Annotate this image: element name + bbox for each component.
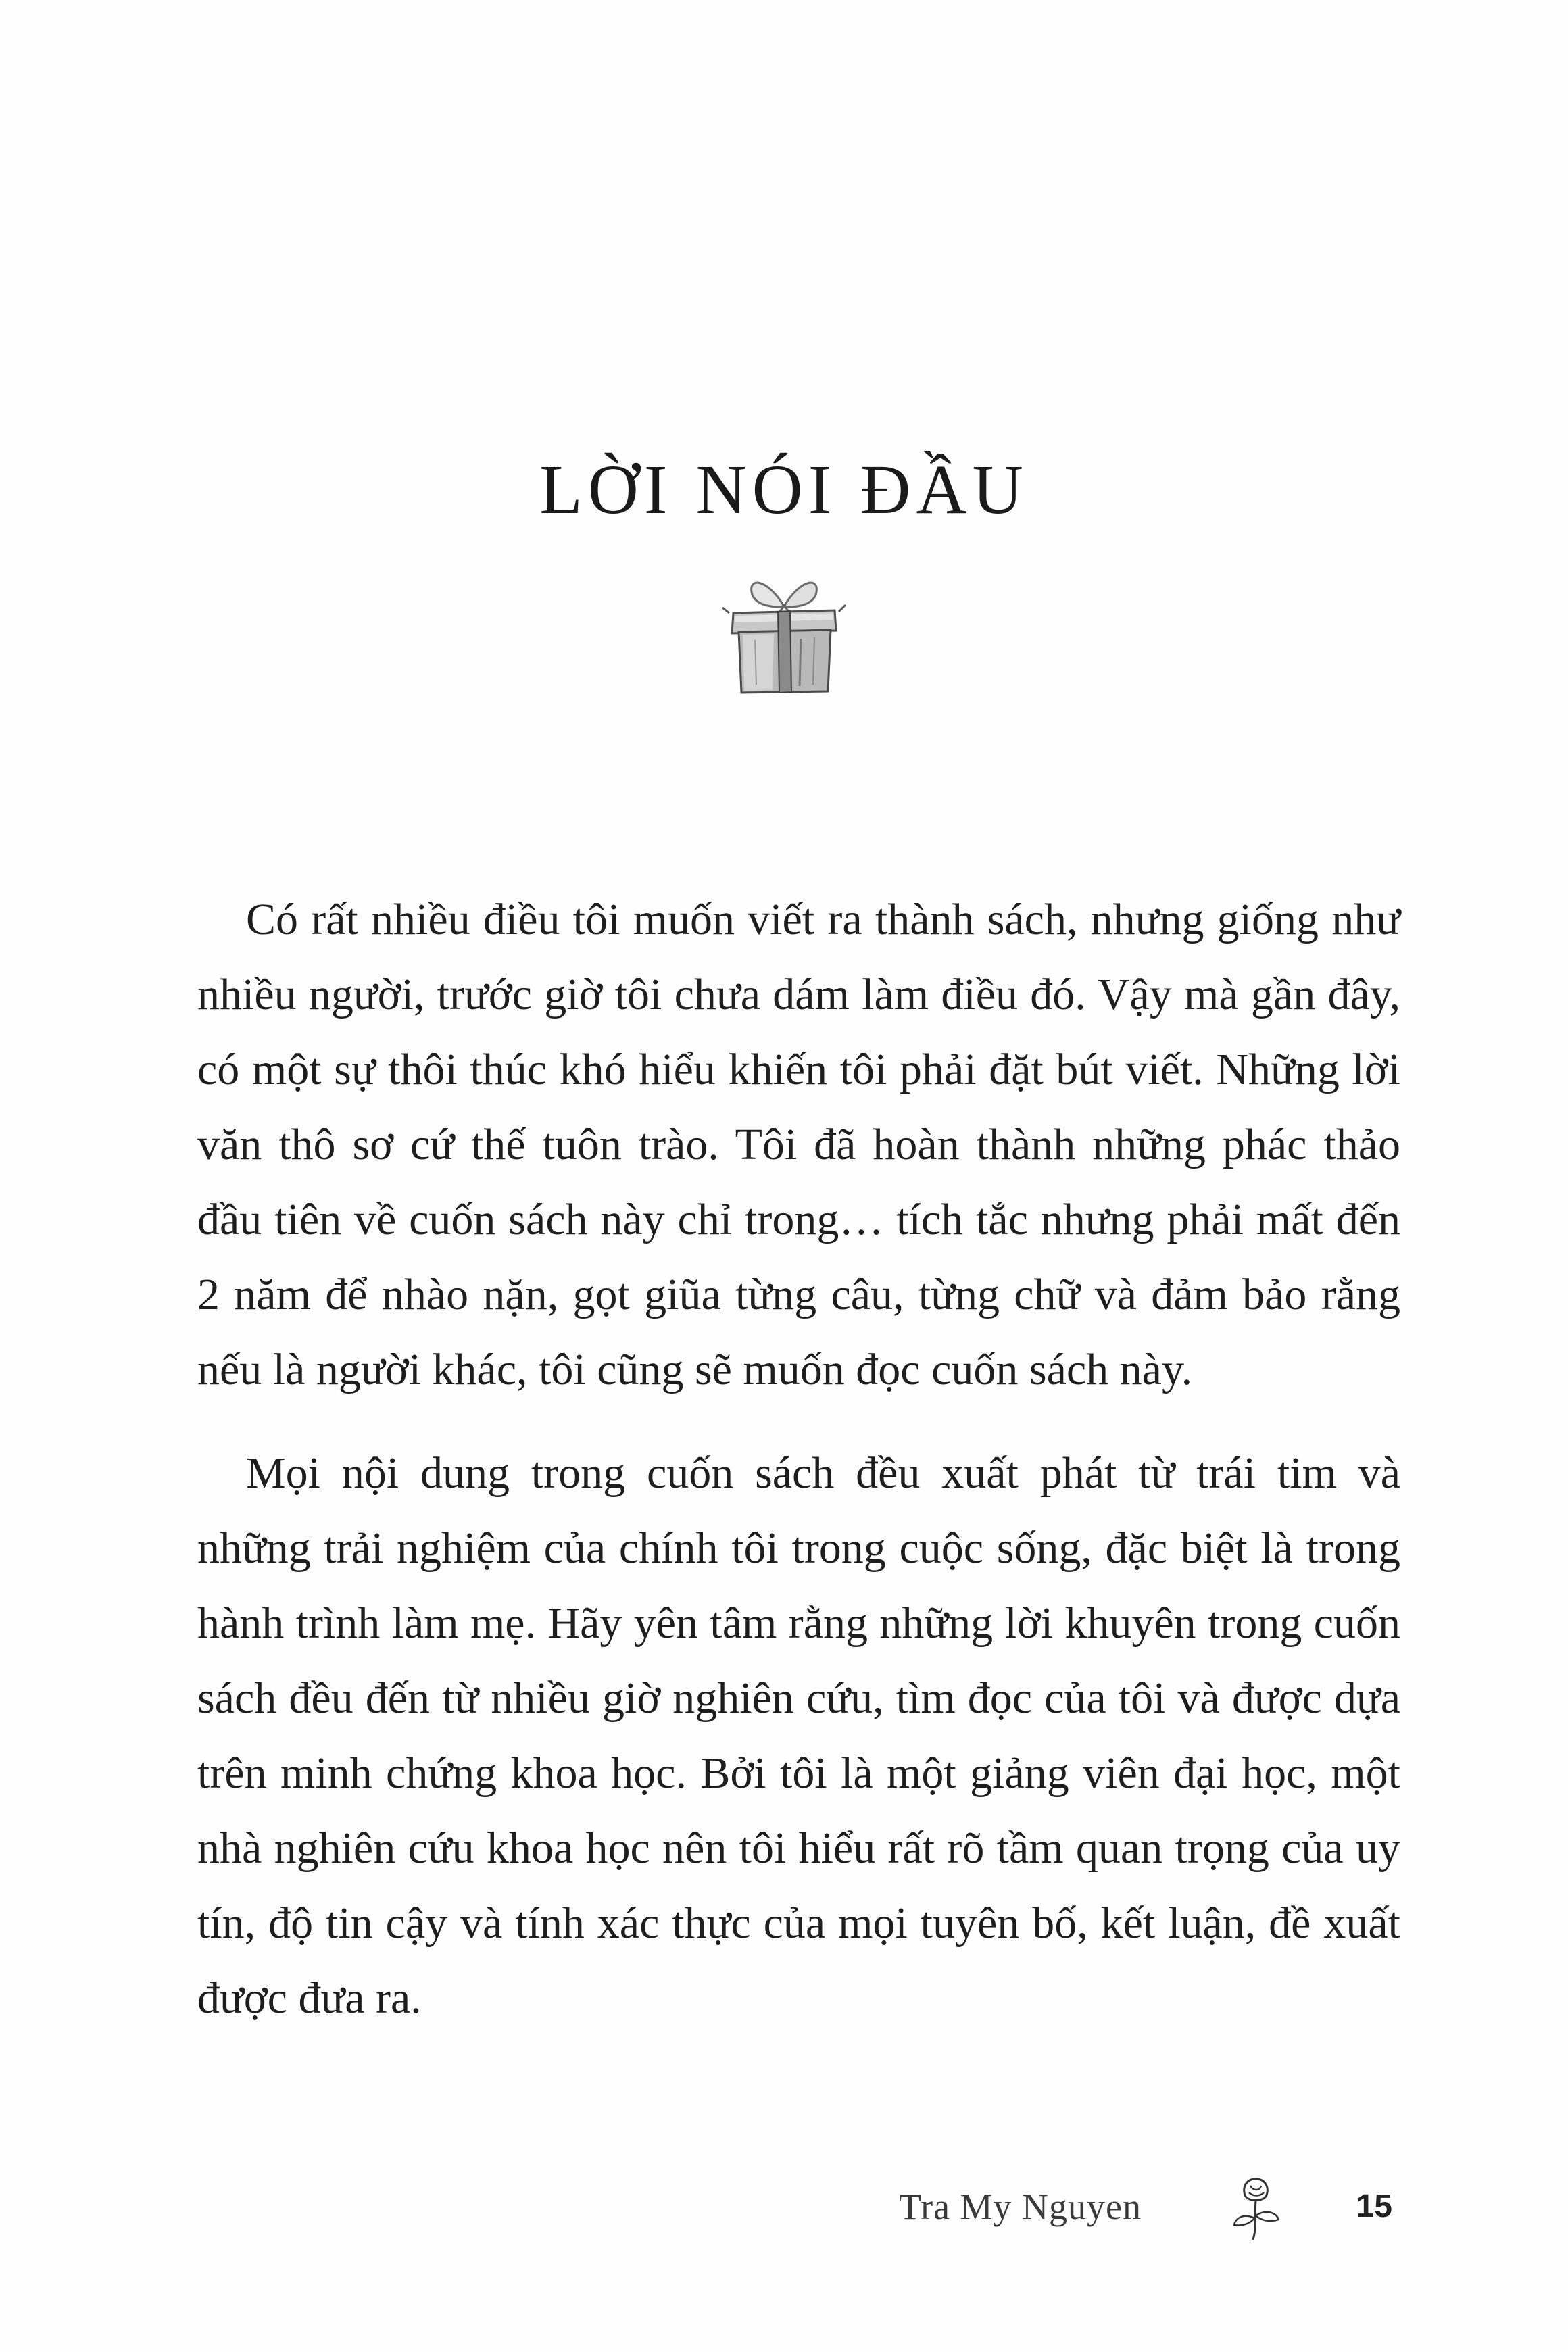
paragraph: Mọi nội dung trong cuốn sách đều xuất phát từ trái tim và những trải nghiệm của chính tôi trong cuộc sống, đặc biệt là trong hành trình làm mẹ. Hãy yên tâm rằng những lời khuyên trong cuốn sách đều đến từ nhiều giờ nghiên cứu, tìm đọc của tôi và được dựa trên minh chứng khoa học. Bởi tôi là một giảng viên đại học, một nhà nghiên cứu khoa học nên tôi hiểu rất rõ tầm quan trọng của uy tín, độ tin cậy và tính xác thực của mọi tuyên bố, kết luận, đề xuất được đưa ra. [197,1448,1400,2023]
paragraph: Có rất nhiều điều tôi muốn viết ra thành sách, nhưng giống như nhiều người, trước giờ tôi chưa dám làm điều đó. Vậy mà gần đây, có một sự thôi thúc khó hiểu khiến tôi phải đặt bút viết. Những lời văn thô sơ cứ thế tuôn trào. Tôi đã hoàn thành những phác thảo đầu tiên về cuốn sách này chỉ trong… tích tắc nhưng phải mất đến 2 năm để nhào nặn, gọt giũa từng câu, từng chữ và đảm bảo rằng nếu là người khác, tôi cũng sẽ muốn đọc cuốn sách này. [197,895,1400,1394]
page-number: 15 [1356,2188,1392,2224]
flower-icon [1229,2174,1283,2241]
preface-body [197,882,1400,2064]
gift-box-icon [720,564,848,700]
page-footer [899,2176,1399,2237]
author-name: Tra My Nguyen [899,2186,1142,2227]
page-title: LỜI NÓI ĐẦU [539,451,1029,529]
